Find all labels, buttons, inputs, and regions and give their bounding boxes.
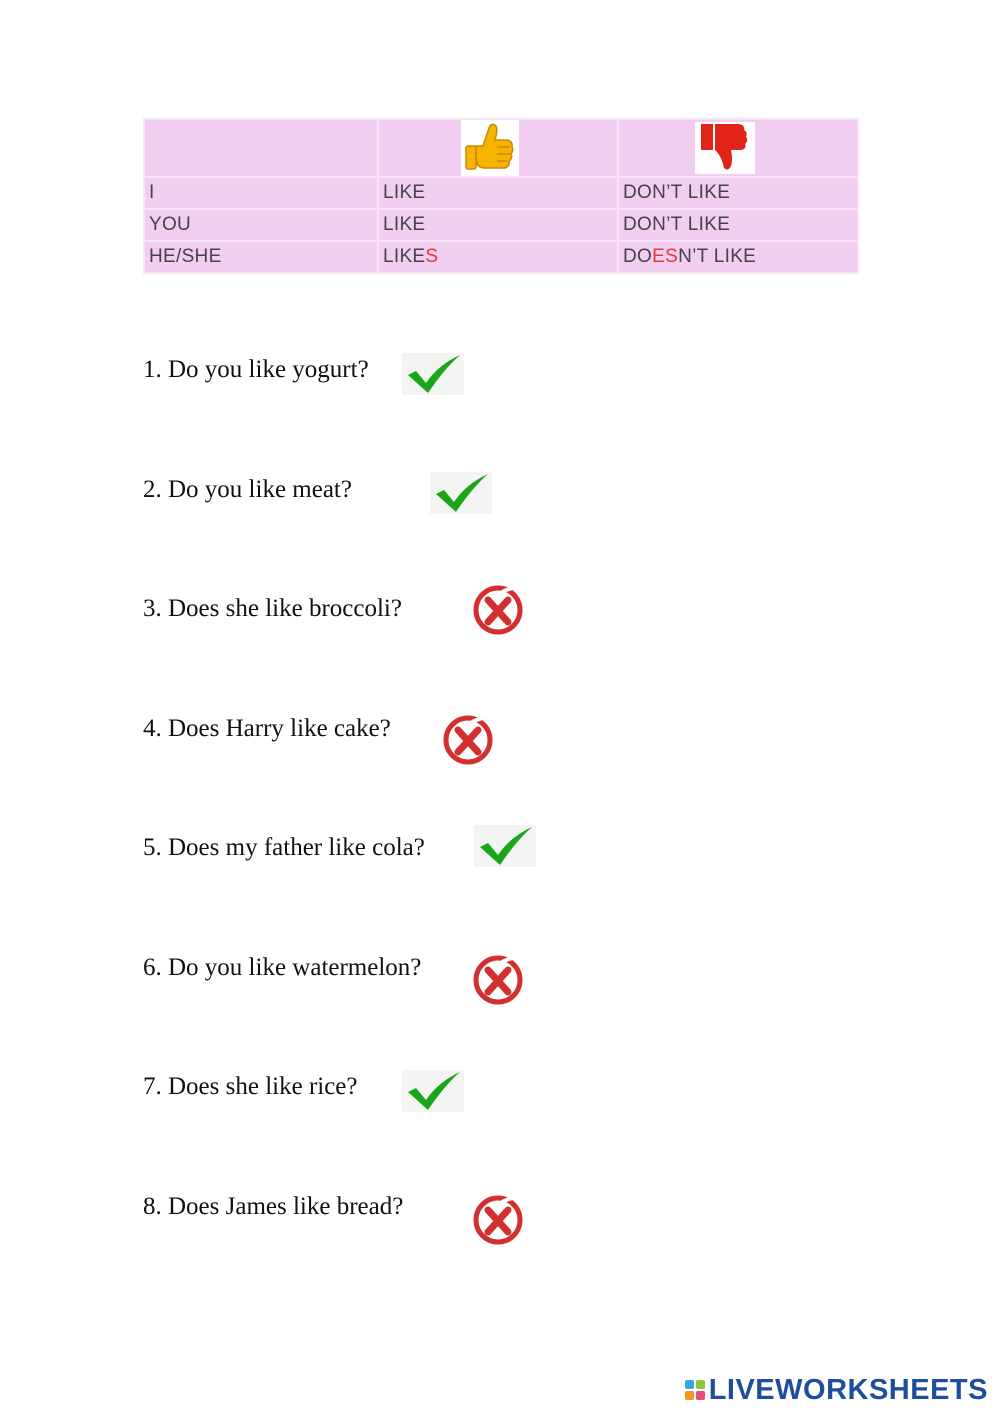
cross-icon [472, 582, 526, 636]
question-8: 8. Does James like bread? [143, 1193, 404, 1220]
cross-icon [472, 952, 526, 1006]
table-header-row [144, 119, 858, 177]
grammar-table [143, 118, 859, 274]
logo-text: LIVEWORKSHEETS [708, 1373, 988, 1406]
table-header-like [378, 119, 618, 177]
dislike-cell: DON’T LIKE [618, 177, 858, 209]
check-icon [430, 472, 492, 514]
liveworksheets-logo[interactable] [685, 1374, 988, 1406]
like-cell: LIKE [378, 209, 618, 241]
cross-icon [472, 1192, 526, 1246]
question-3: 3. Does she like broccoli? [143, 595, 402, 622]
like-cell: LIKES [378, 241, 618, 273]
subject-cell: I [144, 177, 378, 209]
question-5: 5. Does my father like cola? [143, 834, 425, 861]
question-7: 7. Does she like rice? [143, 1073, 358, 1100]
check-icon [474, 825, 536, 867]
question-6: 6. Do you like watermelon? [143, 954, 422, 981]
dislike-cell: DOESN’T LIKE [618, 241, 858, 273]
thumbs-down-icon [695, 122, 755, 174]
check-icon [402, 353, 464, 395]
logo-grid-icon [685, 1380, 705, 1400]
thumbs-up-icon [461, 120, 519, 176]
subject-cell: HE/SHE [144, 241, 378, 273]
table-header-dislike [618, 119, 858, 177]
like-cell: LIKE [378, 177, 618, 209]
cross-icon [442, 712, 496, 766]
question-1: 1. Do you like yogurt? [143, 356, 369, 383]
question-2: 2. Do you like meat? [143, 476, 352, 503]
table-row [144, 209, 858, 241]
check-icon [402, 1070, 464, 1112]
table-header-empty [144, 119, 378, 177]
question-4: 4. Does Harry like cake? [143, 715, 391, 742]
subject-cell: YOU [144, 209, 378, 241]
dislike-cell: DON’T LIKE [618, 209, 858, 241]
table-row [144, 177, 858, 209]
table-row [144, 241, 858, 273]
